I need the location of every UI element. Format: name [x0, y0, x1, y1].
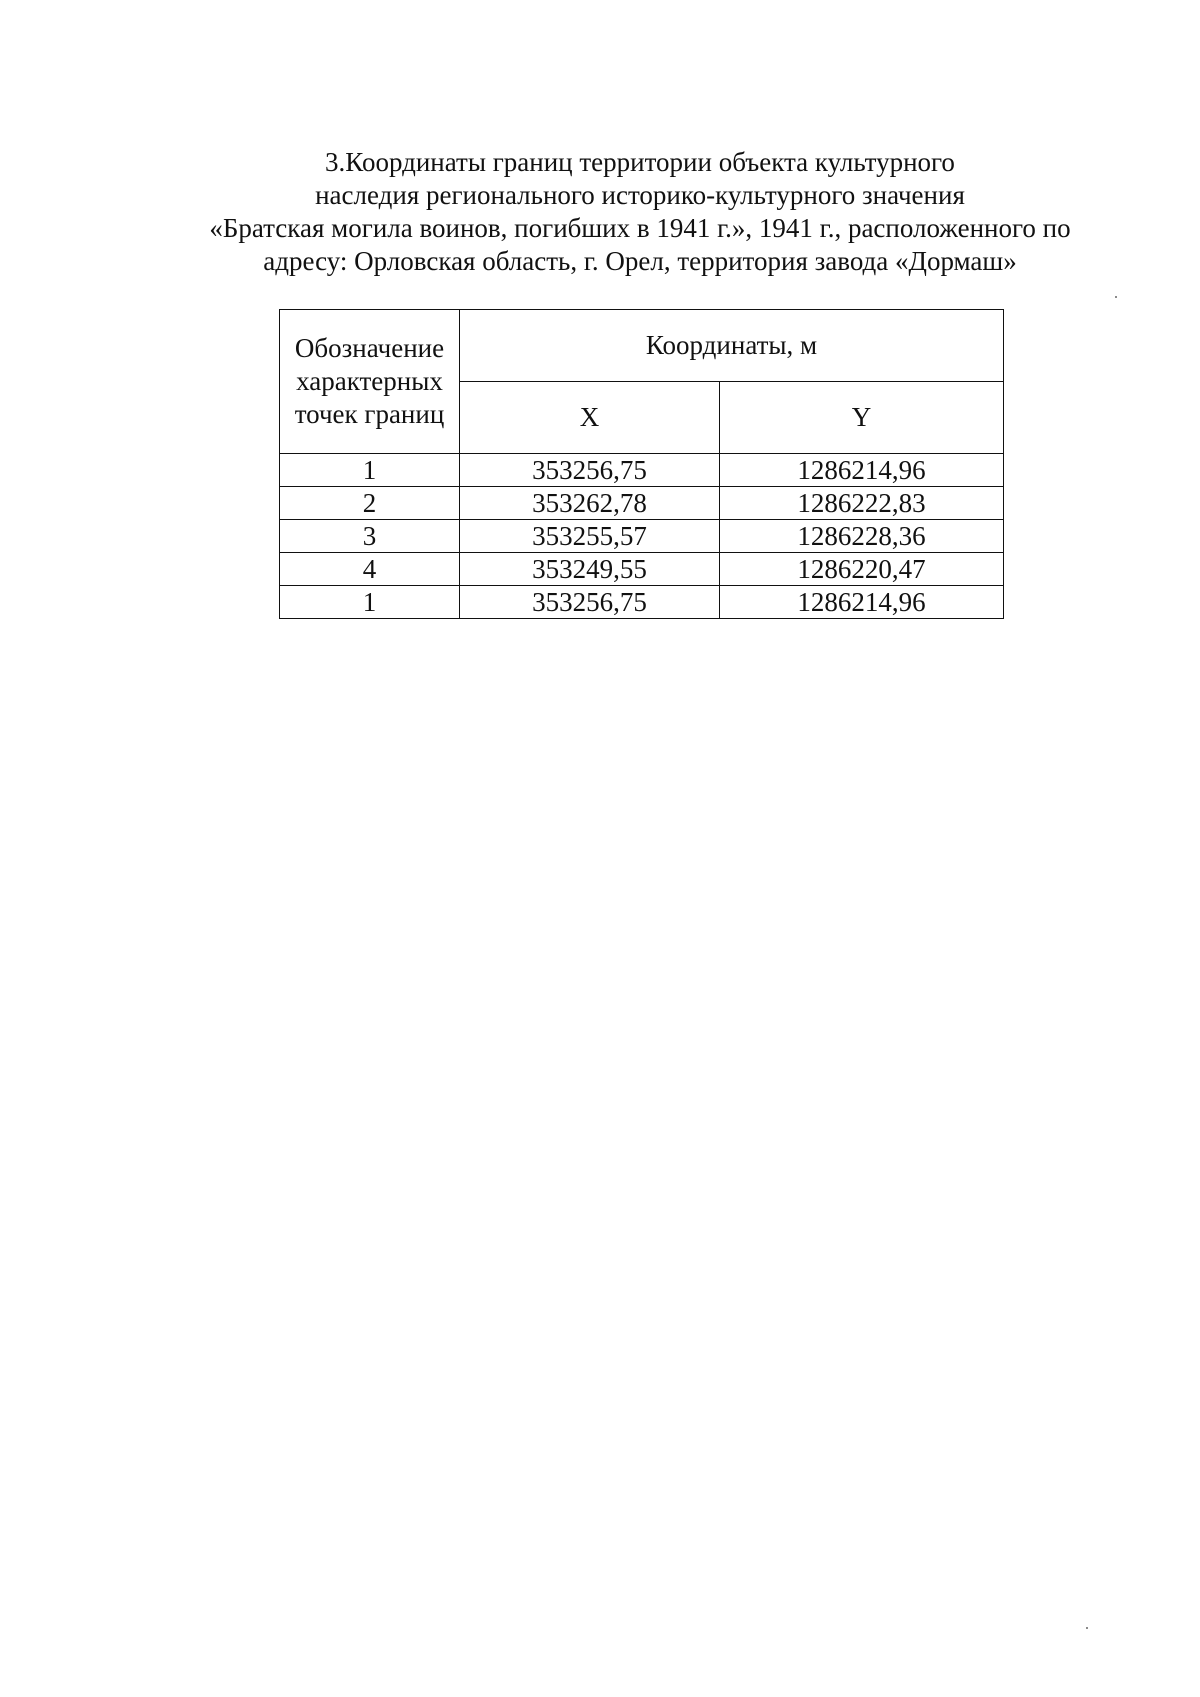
cell-point: 3 [280, 520, 460, 553]
table-row [280, 553, 1004, 586]
coordinates-table [279, 309, 1004, 619]
table-row [280, 586, 1004, 619]
cell-point: 2 [280, 487, 460, 520]
cell-y: 1286222,83 [720, 487, 1004, 520]
cell-point: 1 [280, 586, 460, 619]
cell-x: 353256,75 [460, 586, 720, 619]
table-row [280, 487, 1004, 520]
cell-y: 1286220,47 [720, 553, 1004, 586]
header-x: X [460, 382, 720, 454]
table-row [280, 454, 1004, 487]
cell-y: 1286214,96 [720, 454, 1004, 487]
table-row [280, 520, 1004, 553]
cell-x: 353249,55 [460, 553, 720, 586]
cell-point: 1 [280, 454, 460, 487]
header-point-designation: Обозначение характерных точек границ [280, 310, 460, 454]
document-heading [150, 146, 1130, 278]
cell-x: 353255,57 [460, 520, 720, 553]
cell-y: 1286228,36 [720, 520, 1004, 553]
heading-line-4: адресу: Орловская область, г. Орел, территория завода «Дормаш» [263, 246, 1017, 276]
heading-line-2: наследия регионального историко-культурного значения [315, 180, 965, 210]
heading-line-3: «Братская могила воинов, погибших в 1941 г.», 1941 г., расположенного по [209, 213, 1071, 243]
header-y: Y [720, 382, 1004, 454]
cell-y: 1286214,96 [720, 586, 1004, 619]
scan-speck [1086, 1627, 1088, 1629]
cell-point: 4 [280, 553, 460, 586]
cell-x: 353256,75 [460, 454, 720, 487]
header-coordinates: Координаты, м [460, 310, 1004, 382]
table-header-row [280, 310, 1004, 382]
scan-speck [1115, 296, 1117, 298]
heading-line-1: 3.Координаты границ территории объекта культурного [325, 147, 955, 177]
cell-x: 353262,78 [460, 487, 720, 520]
